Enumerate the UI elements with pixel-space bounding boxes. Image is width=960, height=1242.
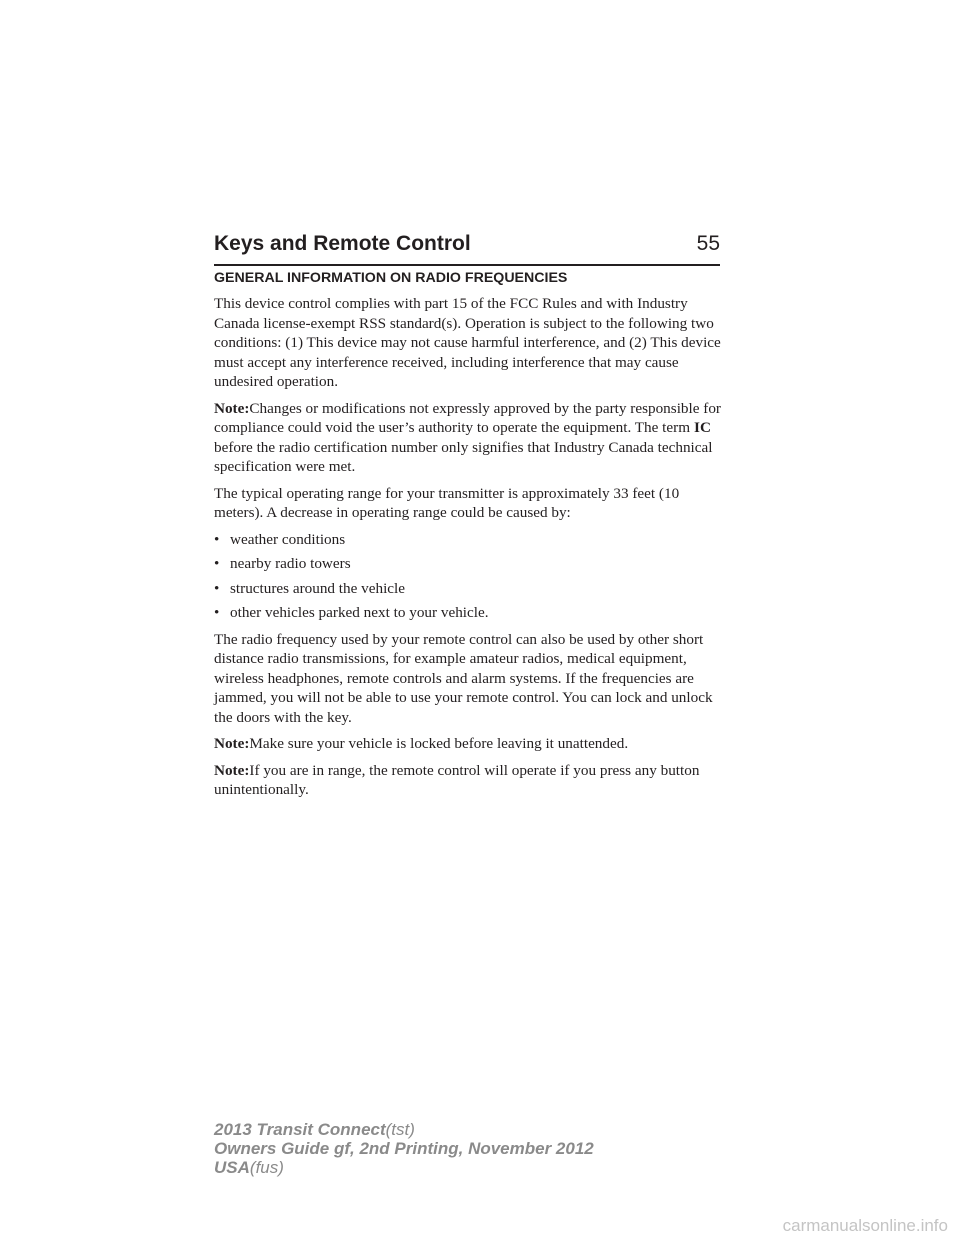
watermark: carmanualsonline.info — [782, 1216, 948, 1235]
note-label: Note: — [214, 761, 250, 779]
note-text: Make sure your vehicle is locked before leaving it unattended. — [249, 735, 629, 752]
list-item-text: weather conditions — [230, 530, 346, 548]
note-modifications — [214, 399, 724, 477]
range-factors-list — [214, 530, 724, 623]
list-item — [214, 579, 724, 599]
page-title: Keys and Remote Control — [214, 232, 471, 255]
footer-model: 2013 Transit Connect — [214, 1120, 386, 1139]
paragraph-operating-range: The typical operating range for your transmitter is approximately 33 feet (10 meters). A decrease in operating range could be caused by: — [214, 484, 680, 521]
list-item — [214, 603, 724, 623]
paragraph-fcc-compliance: This device control complies with part 15 of the FCC Rules and with Industry Canada license-exempt RSS standard(s). Operation is subject to the following two conditions: (1) This device may not cause harmful interference, and (2) This device must accept any interference received, including interference that may cause undesired operation. — [214, 295, 721, 390]
footer-market-code: (fus) — [249, 1158, 284, 1177]
section-heading: GENERAL INFORMATION ON RADIO FREQUENCIES — [214, 270, 568, 286]
note-in-range — [214, 761, 724, 800]
list-item-text: nearby radio towers — [230, 555, 351, 572]
main-content — [214, 268, 724, 807]
note-text: If you are in range, the remote control will operate if you press any button unintentionally. — [214, 761, 700, 798]
paragraph-radio-frequency: The radio frequency used by your remote control can also be used by other short distance radio transmissions, for example amateur radios, medical equipment, wireless headphones, remote controls and alarm systems. If the frequencies are jammed, you will not be able to use your remote control. You can lock and unlock the doors with the key. — [214, 630, 713, 726]
bullet-icon: • — [214, 530, 220, 548]
note-text: Changes or modifications not expressly approved by the party responsible for compliance could void the user’s authority to operate the equipment. The term — [214, 399, 721, 436]
term-ic: IC — [694, 419, 711, 436]
note-label: Note: — [214, 735, 250, 752]
note-text-continued: before the radio certification number only signifies that Industry Canada technical specification were met. — [214, 438, 713, 475]
note-label: Note: — [214, 399, 250, 417]
bullet-icon: • — [214, 604, 220, 621]
footer-printing: Owners Guide gf, 2nd Printing, November 2012 — [214, 1139, 594, 1158]
footer-line-market — [214, 1158, 594, 1177]
page-header — [214, 228, 720, 266]
footer-model-code: (tst) — [385, 1120, 415, 1139]
footer-line-model — [214, 1120, 594, 1139]
note-locked — [214, 734, 724, 754]
footer-market: USA — [214, 1158, 250, 1177]
list-item — [214, 554, 724, 574]
page-number: 55 — [696, 232, 720, 255]
bullet-icon: • — [214, 579, 220, 597]
list-item-text: other vehicles parked next to your vehicle. — [230, 604, 489, 621]
list-item — [214, 530, 724, 550]
bullet-icon: • — [214, 555, 220, 572]
list-item-text: structures around the vehicle — [230, 579, 406, 597]
document-footer — [214, 1120, 594, 1177]
